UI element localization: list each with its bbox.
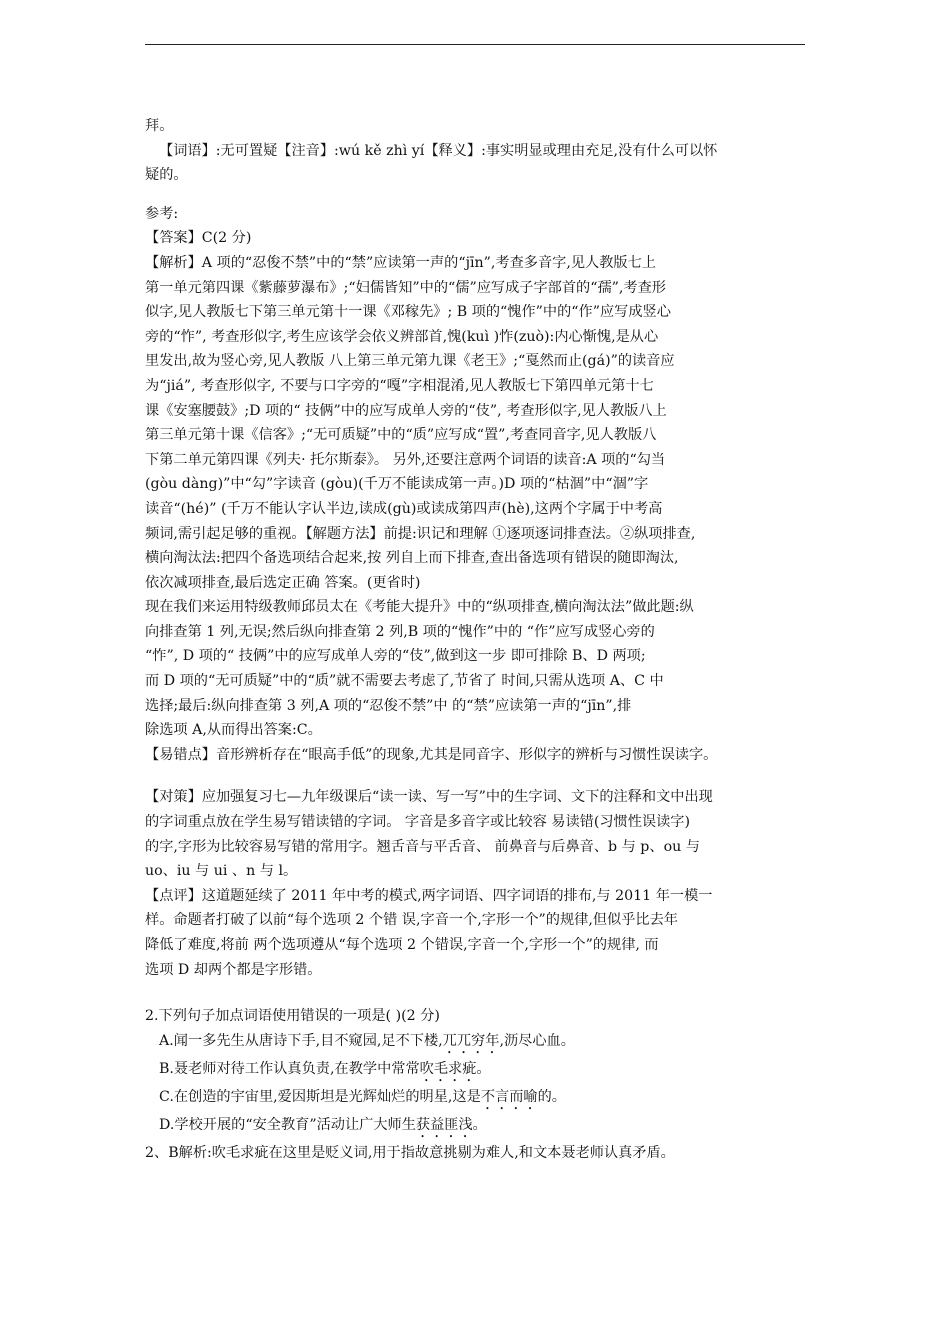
- analysis-line: 第一单元第四课《紫藤萝瀑布》;“妇儒皆知”中的“儒”应写成子字部首的“孺”,考查形: [145, 279, 666, 296]
- dotted-term: 吹毛求疵: [419, 1060, 477, 1077]
- question-2: 2.下列句子加点词语使用错误的一项是( )(2 分): [145, 1008, 440, 1025]
- word-entry: 【词语】:无可置疑【注音】:wú kě zhì yí【释义】:事实明显或理由充足,没有什么可以怀: [159, 142, 718, 159]
- option-text: ,沥尽心血。: [499, 1032, 575, 1049]
- dotted-term: 兀兀穷年: [442, 1032, 500, 1049]
- option-text: D.学校开展的“安全教育”活动让广大师生: [159, 1116, 416, 1133]
- dotted-term: 获益匪浅: [415, 1116, 473, 1133]
- analysis-line: 似字,见人教版七下第三单元第十一课《邓稼先》; B 项的“愧作”中的“作”应写成竖心: [145, 304, 671, 321]
- option-text: A.闻一多先生从唐诗下手,目不窥园,足不下楼,: [159, 1032, 443, 1049]
- analysis-line: 旁的“怍”, 考查形似字,考生应该学会依义辨部首,愧(kuì )怍(zuò):内心惭愧,是从心: [145, 328, 659, 345]
- strategy-line: 的字词重点放在学生易写错读错的字词。 字音是多音字或比较容 易读错(习惯性误读字): [145, 814, 691, 831]
- option-text: 。: [472, 1116, 487, 1133]
- option-text: B.聂老师对待工作认真负责,在教学中常常: [159, 1060, 420, 1077]
- analysis-line: 频词,需引起足够的重视。【解题方法】前提:识记和理解 ①逐项逐词排查法。②纵项排查,: [145, 525, 696, 542]
- document-body: [145, 114, 817, 1165]
- method-line: 除选项 A,从而得出答案:C。: [145, 722, 322, 739]
- option-a: [145, 1029, 817, 1057]
- dotted-term: 不言而喻: [480, 1088, 538, 1105]
- option-d: [145, 1113, 817, 1141]
- analysis-line: 读音“(hé)” (千万不能认字认半边,读成(gù)或读成第四声(hè),这两个字属于中考高: [145, 500, 663, 517]
- reference-heading: 参考:: [145, 205, 179, 222]
- analysis-line: 里发出,故为竖心旁,见人教版 八上第三单元第九课《老王》;“戛然而止(gá)”的读音应: [145, 353, 675, 370]
- answer-2: 2、B解析:吹毛求疵在这里是贬义词,用于指故意挑剔为难人,和文本聂老师认真矛盾。: [145, 1144, 675, 1161]
- method-line: 而 D 项的“无可质疑”中的“质”就不需要去考虑了,节省了 时间,只需从选项 A、C 中: [145, 673, 664, 690]
- text-line: 疑的。: [145, 167, 188, 184]
- comment-line: 样。命题者打破了以前“每个选项 2 个错 误,字音一个,字形一个”的规律,但似乎比去年: [145, 912, 678, 929]
- option-c: [145, 1085, 817, 1113]
- method-line: 选择;最后:纵向排查第 3 列,A 项的“忍俊不禁”中 的“禁”应读第一声的“jīn”,排: [145, 697, 632, 714]
- comment-line: 选项 D 却两个都是字形错。: [145, 961, 322, 978]
- analysis-line: 为“jiá”, 考查形似字, 不要与口字旁的“嘎”字相混淆,见人教版七下第四单元第十七: [145, 377, 654, 394]
- header-rule: [145, 44, 805, 45]
- strategy-line: 的字,字形为比较容易写错的常用字。翘舌音与平舌音、 前鼻音与后鼻音、b 与 p、ou 与: [145, 838, 700, 855]
- comment-line: 降低了难度,将前 两个选项遵从“每个选项 2 个错误,字音一个,字形一个”的规律, 而: [145, 937, 659, 953]
- strategy-line: 【对策】应加强复习七—九年级课后“读一读、写一写”中的生字词、文下的注释和文中出现: [145, 789, 713, 806]
- method-line: “怍”, D 项的“ 技俩”中的应写成单人旁的“伎”,做到这一步 即可排除 B、D 两项;: [145, 648, 646, 665]
- method-line: 向排查第 1 列,无误;然后纵向排查第 2 列,B 项的“愧作”中的 “作”应写成竖心旁的: [145, 623, 655, 640]
- strategy-line: uo、iu 与 ui 、n 与 l。: [145, 863, 298, 880]
- method-line: 现在我们来运用特级教师邱员太在《考能大提升》中的“纵项排查,横向淘汰法”做此题:纵: [145, 599, 694, 616]
- answer-line: 【答案】C(2 分): [145, 230, 252, 247]
- option-b: [145, 1057, 817, 1085]
- option-text: 的。: [537, 1088, 566, 1105]
- error-prone-line: 【易错点】音形辨析存在“眼高手低”的现象,尤其是同音字、形似字的辨析与习惯性误读字。: [145, 746, 718, 763]
- analysis-line: 横向淘汰法:把四个备选项结合起来,按 列自上而下排查,查出备选项有错误的随即淘汰,: [145, 550, 679, 567]
- analysis-line: 下第二单元第四课《列夫· 托尔斯泰》。 另外,还要注意两个词语的读音:A 项的“勾当: [145, 451, 666, 468]
- analysis-line: 依次减项排查,最后选定正确 答案。(更省时): [145, 574, 421, 591]
- analysis-line: 课《安塞腰鼓》;D 项的“ 技俩”中的应写成单人旁的“伎”, 考查形似字,见人教版八上: [145, 402, 667, 419]
- comment-line: 【点评】这道题延续了 2011 年中考的模式,两字词语、四字词语的排布,与 2011 年一模一: [145, 887, 713, 904]
- analysis-line: (gòu dàng)”中“勾”字读音 (gòu)(千万不能读成第一声。)D 项的“枯涸”中“涸”字: [145, 476, 649, 493]
- option-text: C.在创造的宇宙里,爱因斯坦是光辉灿烂的明星,这是: [159, 1088, 481, 1105]
- analysis-line: 第三单元第十课《信客》;“无可质疑”中的“质”应写成“置”,考查同音字,见人教版八: [145, 427, 657, 444]
- text-line: 拜。: [145, 118, 174, 134]
- analysis-line: 【解析】A 项的“忍俊不禁”中的“禁”应读第一声的“jīn”,考查多音字,见人教版七上: [145, 254, 656, 271]
- option-text: 。: [476, 1060, 491, 1077]
